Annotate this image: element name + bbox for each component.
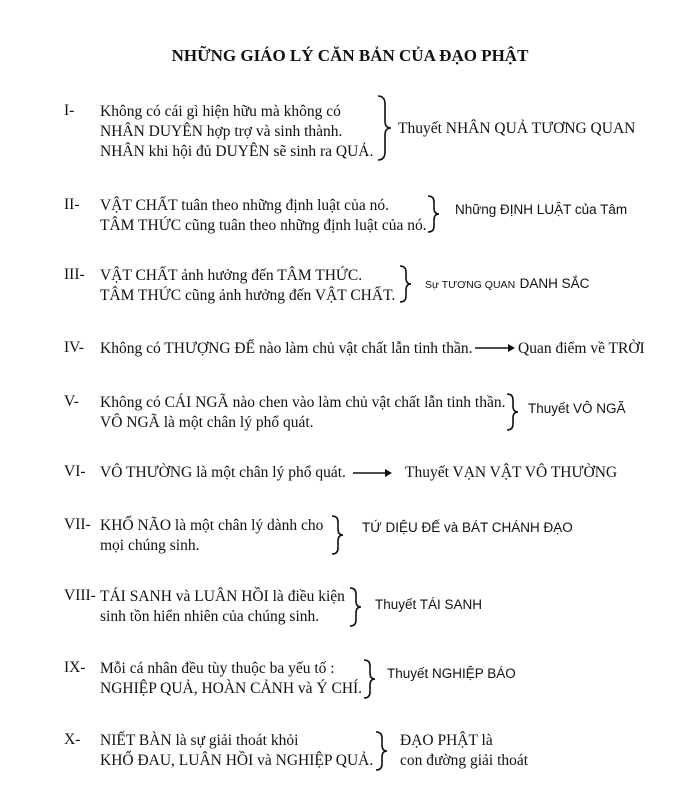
item-result: Thuyết NGHIỆP BÁO bbox=[387, 666, 516, 681]
item-number: VIII- bbox=[64, 587, 96, 604]
item-result: Sự TƯƠNG QUAN DANH SẮC bbox=[425, 276, 590, 291]
item-number: IV- bbox=[64, 339, 85, 356]
item-text: VẬT CHẤT tuân theo những định luật của nó. TÂM THỨC cũng tuân theo những định luật của nó. bbox=[100, 197, 427, 234]
item-result: Những ĐỊNH LUẬT của Tâm bbox=[455, 202, 628, 217]
brace-connector bbox=[505, 392, 521, 432]
brace-connector bbox=[362, 658, 378, 700]
item-result: Thuyết TÁI SANH bbox=[375, 597, 483, 612]
brace-connector bbox=[330, 514, 346, 556]
item-number: I- bbox=[64, 102, 75, 119]
item-number: X- bbox=[64, 731, 81, 748]
brace-connector bbox=[398, 264, 414, 304]
item-text: Không có cái gì hiện hữu mà không có NHÂN DUYÊN hợp trợ và sinh thành. NHÂN khi hội đủ DUYÊN sẽ sinh ra QUẢ. bbox=[100, 103, 374, 160]
item-text: Không có CÁI NGÃ nào chen vào làm chủ vật chất lẫn tinh thần. VÔ NGÃ là một chân lý phổ quát. bbox=[100, 394, 506, 431]
item-number: VII- bbox=[64, 516, 91, 533]
item-text: Mỗi cá nhân đều tùy thuộc ba yếu tố : NGHIỆP QUẢ, HOÀN CẢNH và Ý CHÍ. bbox=[100, 660, 363, 697]
item-text: Không có THƯỢNG ĐẾ nào làm chủ vật chất lẫn tinh thần. bbox=[100, 340, 473, 357]
item-text: TÁI SANH và LUÂN HỒI là điều kiện sinh tồn hiển nhiên của chúng sinh. bbox=[100, 588, 345, 625]
arrow-connector bbox=[352, 466, 394, 480]
item-number: IX- bbox=[64, 659, 86, 676]
item-text: KHỔ NÃO là một chân lý dành cho mọi chúng sinh. bbox=[100, 517, 324, 554]
item-number: III- bbox=[64, 266, 85, 283]
page-title: NHỮNG GIÁO LÝ CĂN BẢN CỦA ĐẠO PHẬT bbox=[171, 46, 529, 65]
item-number: II- bbox=[64, 196, 80, 213]
item-result: Thuyết VÔ NGÃ bbox=[528, 401, 626, 416]
brace-connector bbox=[374, 730, 390, 772]
item-result: Thuyết NHÂN QUẢ TƯƠNG QUAN bbox=[398, 120, 636, 137]
item-text: NIẾT BÀN là sự giải thoát khỏi KHỔ ĐAU, LUÂN HỒI và NGHIỆP QUẢ. bbox=[100, 732, 374, 769]
brace-connector bbox=[376, 94, 394, 162]
brace-connector bbox=[348, 586, 364, 628]
item-result: ĐẠO PHẬT là con đường giải thoát bbox=[400, 732, 529, 769]
item-number: VI- bbox=[64, 463, 86, 480]
arrow-connector bbox=[474, 341, 516, 355]
item-text: VẬT CHẤT ảnh hưởng đến TÂM THỨC. TÂM THỨC cũng ảnh hưởng đến VẬT CHẤT. bbox=[100, 267, 396, 304]
item-result: Quan điểm về TRỜI bbox=[518, 340, 645, 357]
brace-connector bbox=[426, 194, 442, 234]
item-result: TỨ DIỆU ĐẾ và BÁT CHÁNH ĐẠO bbox=[362, 520, 573, 535]
item-result: Thuyết VẠN VẬT VÔ THƯỜNG bbox=[405, 464, 618, 481]
item-number: V- bbox=[64, 393, 79, 410]
item-text: VÔ THƯỜNG là một chân lý phổ quát. bbox=[100, 464, 346, 481]
